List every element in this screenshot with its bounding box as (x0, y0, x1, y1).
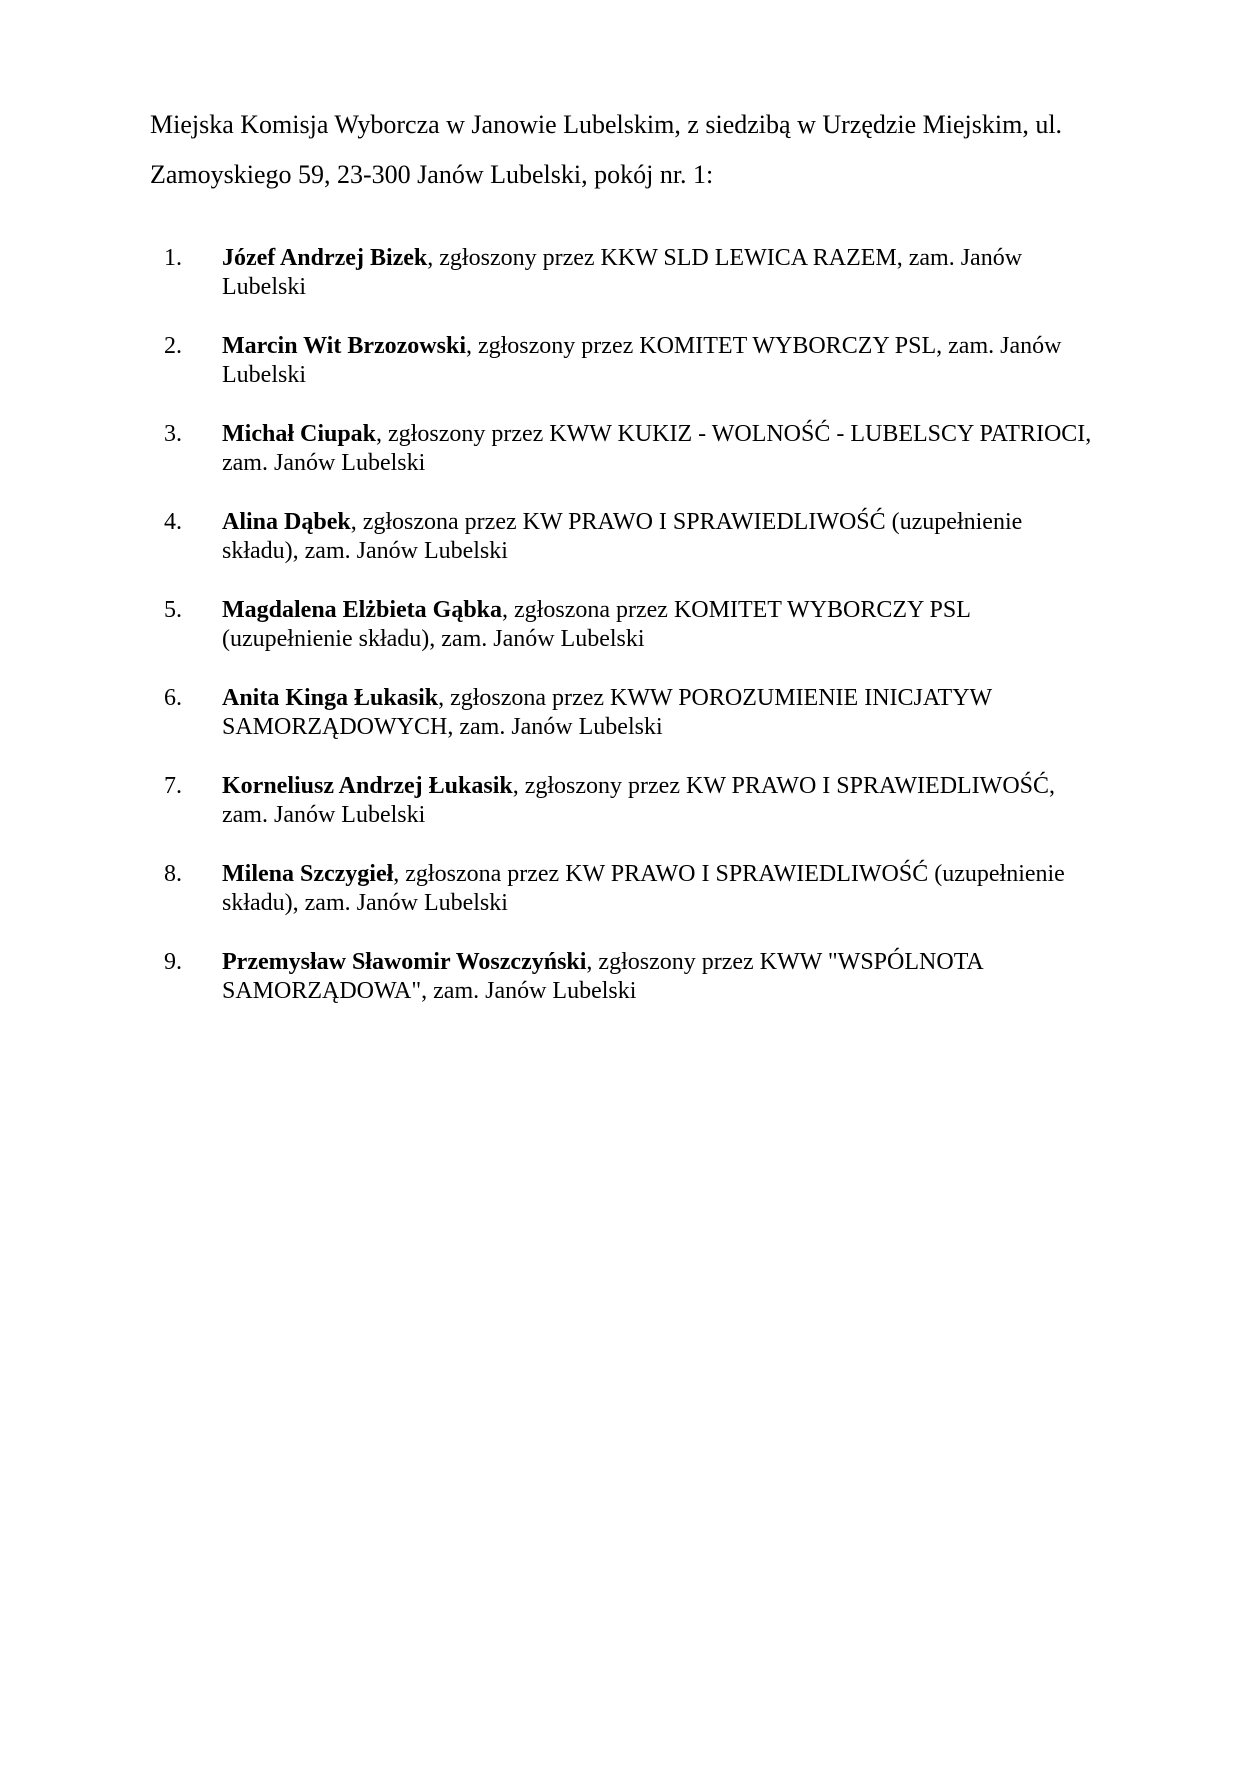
item-text (222, 948, 1102, 1006)
member-name: Alina Dąbek (222, 509, 351, 535)
member-detail: , zgłoszony przez KWW KUKIZ - WOLNOŚĆ - LUBELSCY PATRIOCI, zam. Janów Lubelski (222, 421, 1092, 476)
item-text (222, 860, 1102, 918)
item-number: 7. (164, 773, 182, 799)
item-number: 3. (164, 421, 182, 447)
item-number: 8. (164, 861, 182, 887)
item-text (222, 508, 1102, 566)
list-item (150, 772, 1110, 860)
item-text (222, 596, 1102, 654)
member-name: Korneliusz Andrzej Łukasik (222, 773, 513, 799)
list-item (150, 596, 1110, 684)
list-item (150, 860, 1110, 948)
item-text (222, 772, 1102, 830)
item-text (222, 684, 1102, 742)
item-number: 9. (164, 949, 182, 975)
member-name: Milena Szczygieł (222, 861, 394, 887)
member-name: Józef Andrzej Bizek (222, 245, 428, 271)
item-number: 5. (164, 597, 182, 623)
member-detail: , zgłoszona przez KW PRAWO I SPRAWIEDLIWOŚĆ (uzupełnienie składu), zam. Janów Lubelski (222, 509, 1023, 564)
item-number: 1. (164, 245, 182, 271)
member-name: Przemysław Sławomir Woszczyński (222, 949, 587, 975)
list-item (150, 332, 1110, 420)
list-item (150, 420, 1110, 508)
member-name: Michał Ciupak (222, 421, 377, 447)
list-item (150, 244, 1110, 332)
intro-line-2: Zamoyskiego 59, 23-300 Janów Lubelski, pokój nr. 1: (150, 160, 714, 189)
member-detail: , zgłoszony przez KOMITET WYBORCZY PSL, zam. Janów Lubelski (222, 333, 1062, 388)
member-detail: , zgłoszona przez KOMITET WYBORCZY PSL (uzupełnienie składu), zam. Janów Lubelski (222, 597, 970, 652)
list-item (150, 948, 1110, 1036)
member-name: Magdalena Elżbieta Gąbka (222, 597, 503, 623)
intro-line-1: Miejska Komisja Wyborcza w Janowie Lubelskim, z siedzibą w Urzędzie Miejskim, ul. (150, 110, 1063, 139)
list-item (150, 508, 1110, 596)
member-detail: , zgłoszona przez KW PRAWO I SPRAWIEDLIWOŚĆ (uzupełnienie składu), zam. Janów Lubelski (222, 861, 1065, 916)
item-text (222, 332, 1102, 390)
member-name: Marcin Wit Brzozowski (222, 333, 466, 359)
member-detail: , zgłoszony przez KWW "WSPÓLNOTA SAMORZĄDOWA", zam. Janów Lubelski (222, 949, 983, 1004)
member-name: Anita Kinga Łukasik (222, 685, 439, 711)
item-text (222, 244, 1102, 302)
commission-address (150, 100, 1140, 200)
item-number: 4. (164, 509, 182, 535)
item-text (222, 420, 1102, 478)
member-detail: , zgłoszony przez KW PRAWO I SPRAWIEDLIWOŚĆ, zam. Janów Lubelski (222, 773, 1056, 828)
item-number: 6. (164, 685, 182, 711)
item-number: 2. (164, 333, 182, 359)
list-item (150, 684, 1110, 772)
member-detail: , zgłoszony przez KKW SLD LEWICA RAZEM, zam. Janów Lubelski (222, 245, 1023, 300)
member-detail: , zgłoszona przez KWW POROZUMIENIE INICJATYW SAMORZĄDOWYCH, zam. Janów Lubelski (222, 685, 992, 740)
member-list (150, 244, 1110, 1036)
